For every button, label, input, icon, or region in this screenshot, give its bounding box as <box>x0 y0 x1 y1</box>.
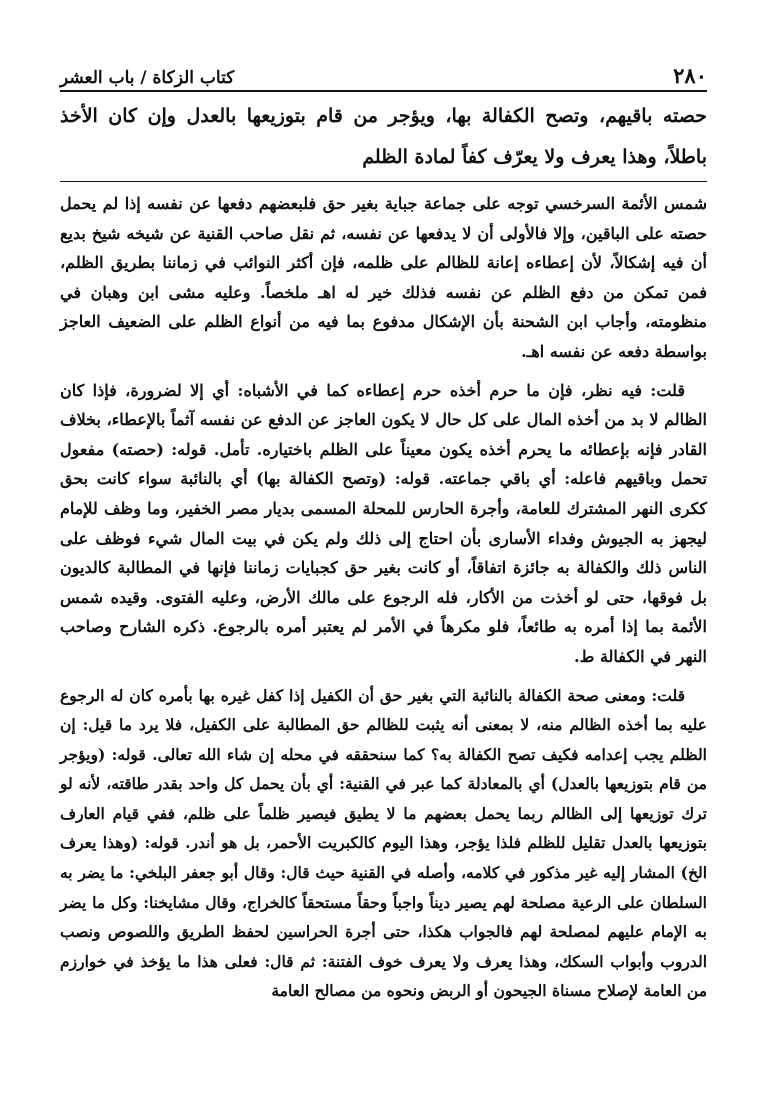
commentary-paragraph-1: شمس الأئمة السرخسي توجه على جماعة جباية بغير حق فلبعضهم دفعها عن نفسه إذا لم يحمل حصته على الباقين، وإلا فالأولى أن لا يدفعها عن نفسه، ثم نقل صاحب القنية عن شيخه شيخ بديع أن فيه إشكالاً، لأن إعطاءه إعانة للظالم على ظلمه، فإن أكثر النوائب في زماننا بطريق الظلم، فمن تمكن من دفع الظلم عن نفسه فذلك خير له اهـ ملخصاً. وعليه مشى ابن وهبان في منظومته، وأجاب ابن الشحنة بأن الإشكال مدفوع بما فيه من أنواع الظلم على الضعيف العاجز بواسطة دفعه عن نفسه اهـ. <box>60 194 708 361</box>
commentary-paragraph-3: قلت: ومعنى صحة الكفالة بالنائبة التي بغير حق أن الكفيل إذا كفل غيره بها بأمره كان له الرجوع عليه بما أخذه الظالم منه، لا بمعنى أنه يثبت للظالم حق المطالبة على الكفيل، فلا يرد ما قيل: إن الظلم يجب إعدامه فكيف تصح الكفالة به؟ كما سنحققه في محله إن شاء الله تعالى. قوله: (ويؤجر من قام بتوزيعها بالعدل) أي بالمعادلة كما عبر في القنية: أي بأن يحمل كل واحد بقدر طاقته، لأنه لو ترك توزيعها إلى الظالم ربما يحمل بعضهم ما لا يطيق فيصير ظلماً على ظلم، ففي قيام العارف بتوزيعها بالعدل تقليل للظلم فلذا يؤجر، وهذا اليوم كالكبريت الأحمر، بل هو أندر. قوله: (وهذا يعرف الخ) المشار إليه غير مذكور في كلامه، وأصله في القنية حيث قال: وقال أبو جعفر البلخي: ما يضر به السلطان على الرعية مصلحة لهم يصير ديناً واجباً وحقاً مستحقاً كالخراج، وقال مشايخنا: وكل ما يضر به الإمام عليهم لمصلحة لهم فالجواب هكذا، حتى أجرة الحراسين لحفظ الطريق واللصوص ونصب الدروب وأبواب السكك، وهذا يعرف ولا يعرف خوف الفتنة: ثم قال: فعلى هذا ما يؤخذ في خوارزم من العامة لإصلاح مسناة الجيحون أو الربض ونحوه من مصالح العامة <box>60 685 707 1001</box>
main-text: حصته باقيهم، وتصح الكفالة بها، ويؤجر من قام بتوزيعها بالعدل وإن كان الأخذ باطلاً، وهذا يعرف ولا يعرّف كفاً لمادة الظلم <box>60 105 707 168</box>
page-header <box>60 62 707 88</box>
commentary <box>60 189 707 1015</box>
header-divider <box>60 90 707 92</box>
running-title: كتاب الزكاة / باب العشر <box>60 68 235 88</box>
commentary-paragraph-2: قلت: فيه نظر، فإن ما حرم أخذه حرم إعطاءه كما في الأشباه: أي إلا لضرورة، فإذا كان الظالم لا بد من أخذه المال على كل حال لا يكون العاجز عن الدفع عن نفسه آثماً بالإعطاء، بخلاف القادر فإنه بإعطائه ما يحرم أخذه يكون معيناً على الظلم باختياره. تأمل. قوله: (حصته) مفعول تحمل وباقيهم فاعله: أي باقي جماعته. قوله: (وتصح الكفالة بها) أي بالنائبة سواء كانت بحق ككرى النهر المشترك للعامة، وأجرة الحارس للمحلة المسمى بديار مصر الخفير، وما وظف للإمام ليجهز به الجيوش وفداء الأسارى بأن احتاج إلى ذلك ولم يكن في بيت المال شيء فوظف على الناس ذلك والكفالة به جائزة اتفاقاً، أو كانت بغير حق كجبايات زماننا فإنها في المطالبة كالديون بل فوقها، حتى لو أخذت من الأكار، فله الرجوع على مالك الأرض، وعليه الفتوى. وقيده شمس الأئمة بما إذا أمره به طائعاً، فلو مكرهاً في الأمر لم يعتبر أمره بالرجوع. ذكره الشارح وصاحب النهر في الكفالة ط. <box>60 380 708 666</box>
main-text-divider <box>60 181 707 182</box>
page-number: ٢٨٠ <box>673 63 707 88</box>
